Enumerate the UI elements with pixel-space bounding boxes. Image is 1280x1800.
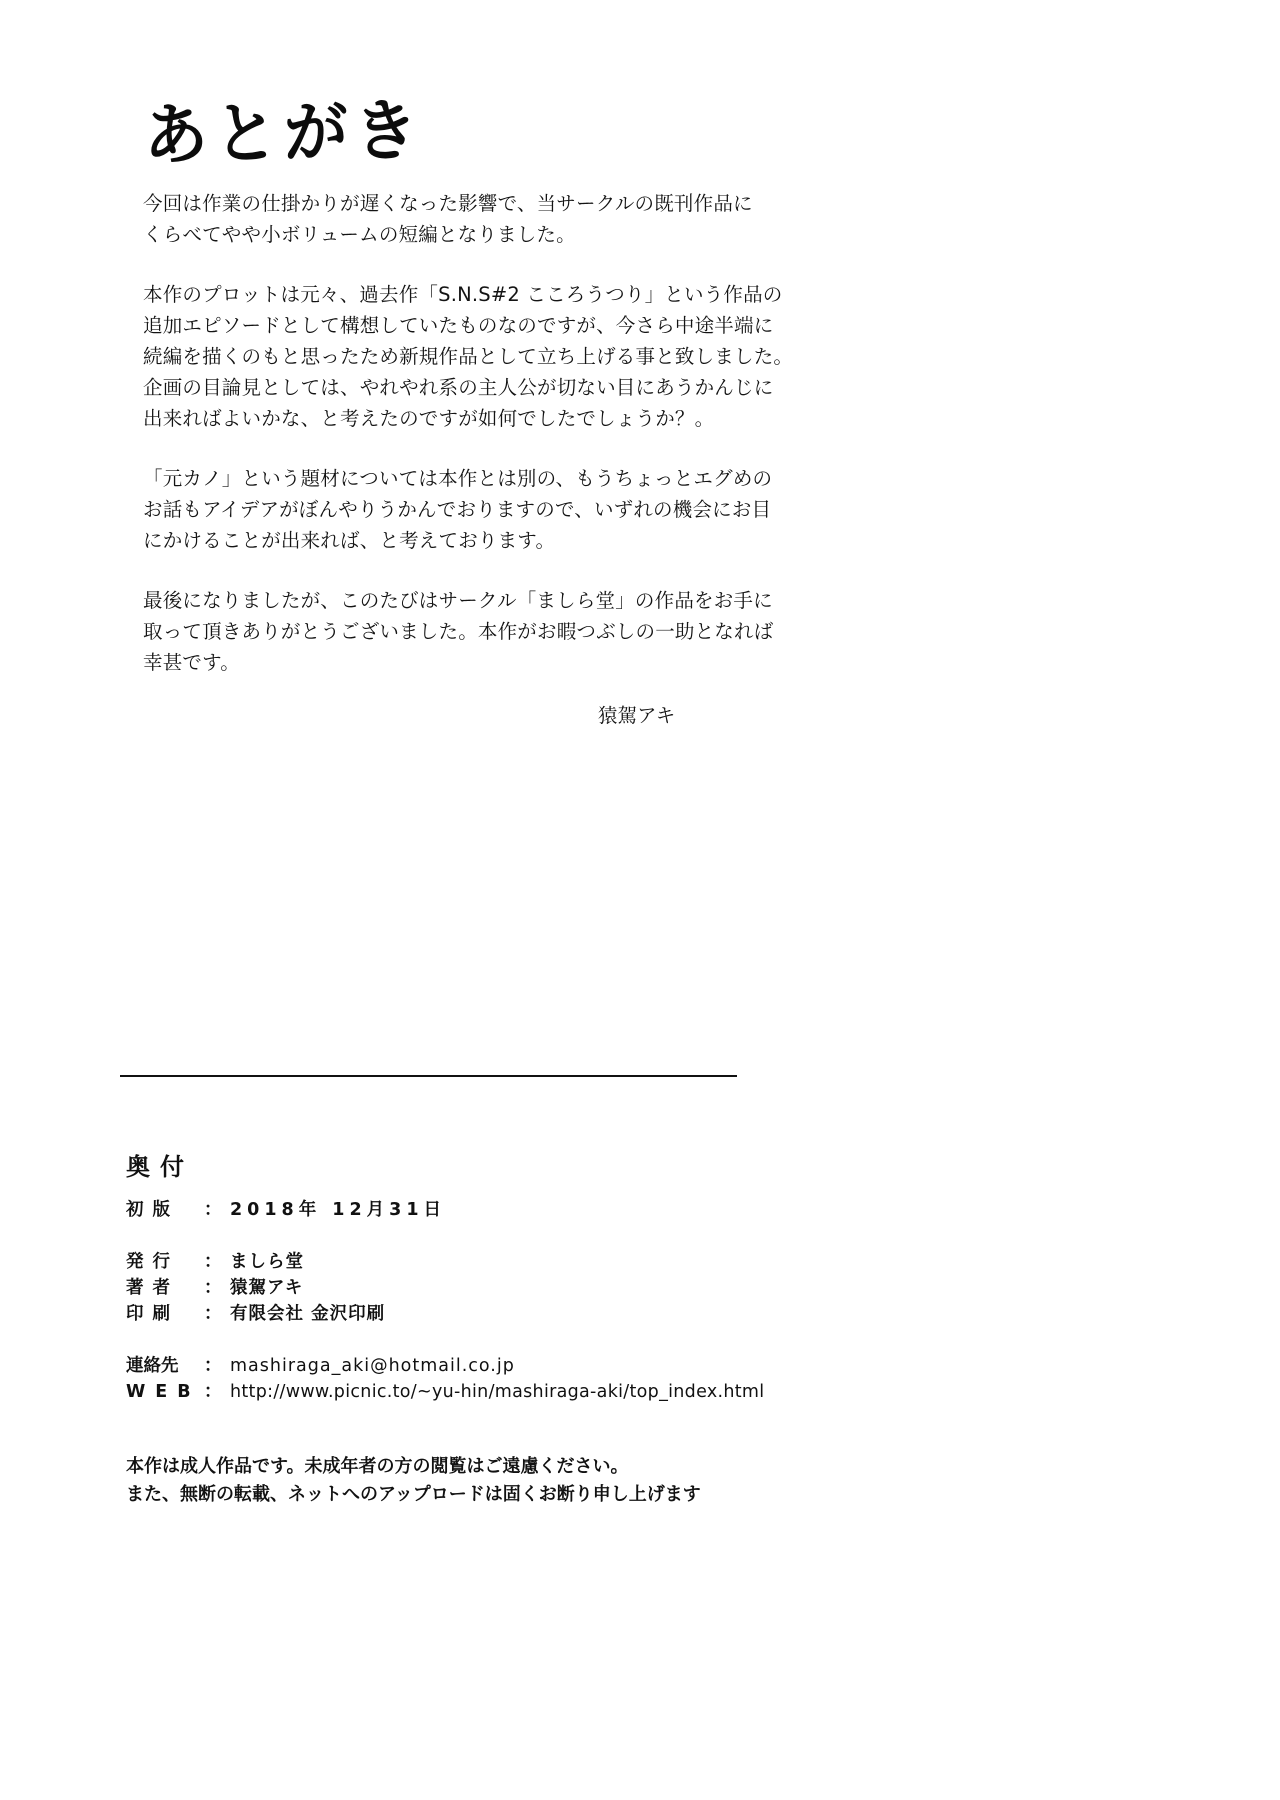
section-divider bbox=[120, 1075, 737, 1077]
afterword-line: くらべてやや小ボリュームの短編となりました。 bbox=[143, 223, 576, 246]
web-row bbox=[126, 1378, 764, 1403]
afterword-line: 本作のプロットは元々、過去作「S.N.S#2 こころうつり」という作品の bbox=[143, 283, 783, 306]
afterword-body bbox=[143, 188, 903, 707]
author-row bbox=[126, 1274, 303, 1299]
afterword-signature: 猿駕アキ bbox=[598, 704, 676, 727]
colon: ： bbox=[204, 1356, 222, 1376]
afterword-paragraph bbox=[143, 463, 903, 556]
afterword-line: 今回は作業の仕掛かりが遅くなった影響で、当サークルの既刊作品に bbox=[143, 192, 753, 215]
first-edition-row bbox=[126, 1196, 446, 1221]
web-label: WEB bbox=[126, 1382, 201, 1402]
afterword-line: 続編を描くのもと思ったため新規作品として立ち上げる事と致しました。 bbox=[143, 345, 794, 368]
publisher-row bbox=[126, 1248, 304, 1273]
afterword-paragraph bbox=[143, 585, 903, 678]
colon: ： bbox=[204, 1382, 222, 1402]
colon: ： bbox=[204, 1304, 222, 1324]
publisher-label: 発行 bbox=[126, 1252, 179, 1272]
copyright-notice: また、無断の転載、ネットへのアップロードは固くお断り申し上げます bbox=[126, 1484, 701, 1505]
first-edition-label: 初版 bbox=[126, 1200, 179, 1220]
web-url: http://www.picnic.to/~yu-hin/mashiraga-aki/top_index.html bbox=[230, 1382, 765, 1402]
afterword-line: 出来ればよいかな、と考えたのですが如何でしたでしょうか？。 bbox=[143, 407, 715, 430]
colon: ： bbox=[204, 1200, 222, 1220]
colon: ： bbox=[204, 1278, 222, 1298]
afterword-paragraph bbox=[143, 279, 903, 434]
afterword-line: 最後になりましたが、このたびはサークル「ましら堂」の作品をお手に bbox=[143, 589, 773, 612]
author-value: 猿駕アキ bbox=[230, 1278, 304, 1298]
afterword-title: あとがき bbox=[143, 91, 425, 176]
printer-row bbox=[126, 1300, 385, 1325]
first-edition-date: 2018年 12月31日 bbox=[230, 1200, 447, 1220]
colophon-title: 奥付 bbox=[126, 1153, 194, 1181]
afterword-line: にかけることが出来れば、と考えております。 bbox=[143, 529, 556, 552]
adult-notice: 本作は成人作品です。未成年者の方の閲覧はご遠慮ください。 bbox=[126, 1456, 629, 1477]
printer-value: 有限会社 金沢印刷 bbox=[230, 1304, 386, 1324]
author-label: 著者 bbox=[126, 1278, 179, 1298]
afterword-line: 「元カノ」という題材については本作とは別の、もうちょっとエグめの bbox=[143, 467, 773, 490]
afterword-line: 幸甚です。 bbox=[143, 651, 240, 674]
afterword-line: 企画の目論見としては、やれやれ系の主人公が切ない目にあうかんじに bbox=[143, 376, 774, 399]
afterword-line: 追加エピソードとして構想していたものなのですが、今さら中途半端に bbox=[143, 314, 774, 337]
afterword-paragraph bbox=[143, 188, 903, 250]
publisher-value: ましら堂 bbox=[230, 1252, 304, 1272]
colon: ： bbox=[204, 1252, 222, 1272]
afterword-line: 取って頂きありがとうございました。本作がお暇つぶしの一助となれば bbox=[143, 620, 774, 643]
contact-email: mashiraga_aki@hotmail.co.jp bbox=[230, 1356, 515, 1376]
contact-row bbox=[126, 1352, 515, 1377]
printer-label: 印刷 bbox=[126, 1304, 179, 1324]
afterword-line: お話もアイデアがぼんやりうかんでおりますので、いずれの機会にお目 bbox=[143, 498, 772, 521]
contact-label: 連絡先 bbox=[126, 1356, 179, 1376]
